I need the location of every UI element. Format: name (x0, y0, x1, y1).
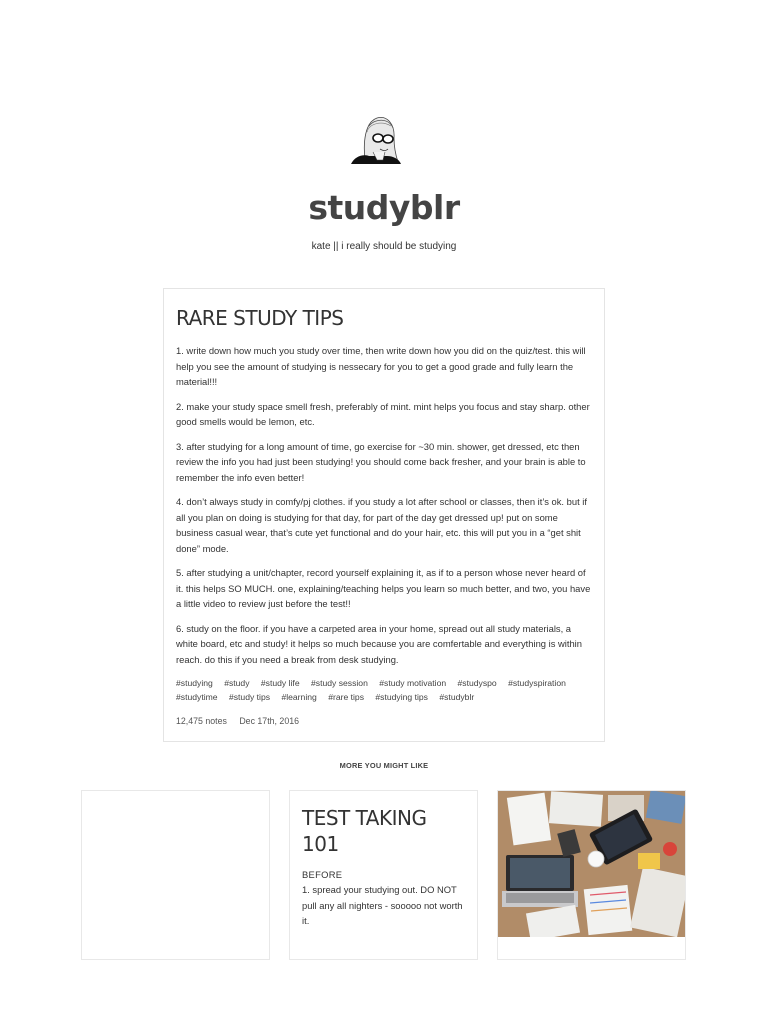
post-meta (176, 716, 592, 726)
tag-link[interactable]: #study motivation (379, 678, 447, 688)
blog-title[interactable]: studyblr (308, 188, 460, 227)
tag-link[interactable]: #rare tips (328, 692, 365, 702)
recommended-post-title[interactable]: TEST TAKING 101 (302, 806, 427, 856)
tag-link[interactable]: #studyspiration (508, 678, 566, 688)
post-paragraph: 2. make your study space smell fresh, preferably of mint. mint helps you focus and stay sharp. other good smells would be lemon, etc. (176, 400, 590, 427)
recommended-post-card[interactable] (497, 790, 686, 960)
tag-link[interactable]: #studyspo (457, 678, 497, 688)
post-paragraph: 4. don’t always study in comfy/pj clothes. if you study a lot after school or classes, then it’s ok. but if all you plan on doing is studying for that day, for part of the day get dressed up! put on some business casual wear, that’s cute yet functional and do your hair, etc. this will put you in a “get shit done” mode. (176, 496, 587, 554)
blog-description: kate || i really should be studying (311, 241, 457, 252)
recommended-post-card[interactable] (289, 790, 478, 960)
post-paragraph: 5. after studying a unit/chapter, record yourself explaining it, as if to a person whose never heard of it. this helps SO MUCH. one, explaining/teaching helps you learn so much better, and two, you have a little video to review just before the test!! (176, 567, 591, 609)
post-paragraph: 6. study on the floor. if you have a carpeted area in your home, spread out all study materials, a white board, etc and study! it helps so much because you are comfertable and everything is within reach. do this if you need a break from desk studying. (176, 622, 582, 665)
tag-link[interactable]: #study (224, 678, 250, 688)
post (163, 288, 605, 742)
tag-link[interactable]: #study tips (228, 692, 271, 702)
more-you-might-like-label: MORE YOU MIGHT LIKE (339, 761, 429, 770)
post-body (176, 343, 592, 667)
post-paragraph: 3. after studying for a long amount of time, go exercise for ~30 min. shower, get dressed, etc then review the info you had just been studying! you should come back fresher, and your brain is able to remember the info even better! (176, 440, 586, 483)
tag-link[interactable]: #studyblr (439, 692, 475, 702)
post-paragraph: 1. write down how much you study over time, then write down how you did on the quiz/test. this will help you see the amount of studying is nessecary for you to get a good grade and fully learn the material!!! (176, 345, 586, 387)
tag-link[interactable]: #study life (260, 678, 300, 688)
recommended-post-section: BEFORE (302, 869, 343, 880)
post-date[interactable]: Dec 17th, 2016 (239, 716, 299, 726)
post-notes-link[interactable]: 12,475 notes (176, 716, 227, 726)
tag-link[interactable]: #study session (311, 678, 368, 688)
desk-photo[interactable] (498, 791, 686, 937)
tag-link[interactable]: #studying (176, 678, 213, 688)
tag-link[interactable]: #studytime (176, 692, 218, 702)
recommended-post-card[interactable] (81, 790, 270, 960)
tag-link[interactable]: #studying tips (375, 692, 428, 702)
post-tags (176, 676, 592, 704)
tag-link[interactable]: #learning (281, 692, 317, 702)
recommended-post-text: 1. spread your studying out. DO NOT pull any all nighters - sooooo not worth it. (302, 884, 463, 926)
avatar[interactable] (347, 112, 403, 164)
post-title[interactable]: RARE STUDY TIPS (176, 306, 344, 330)
